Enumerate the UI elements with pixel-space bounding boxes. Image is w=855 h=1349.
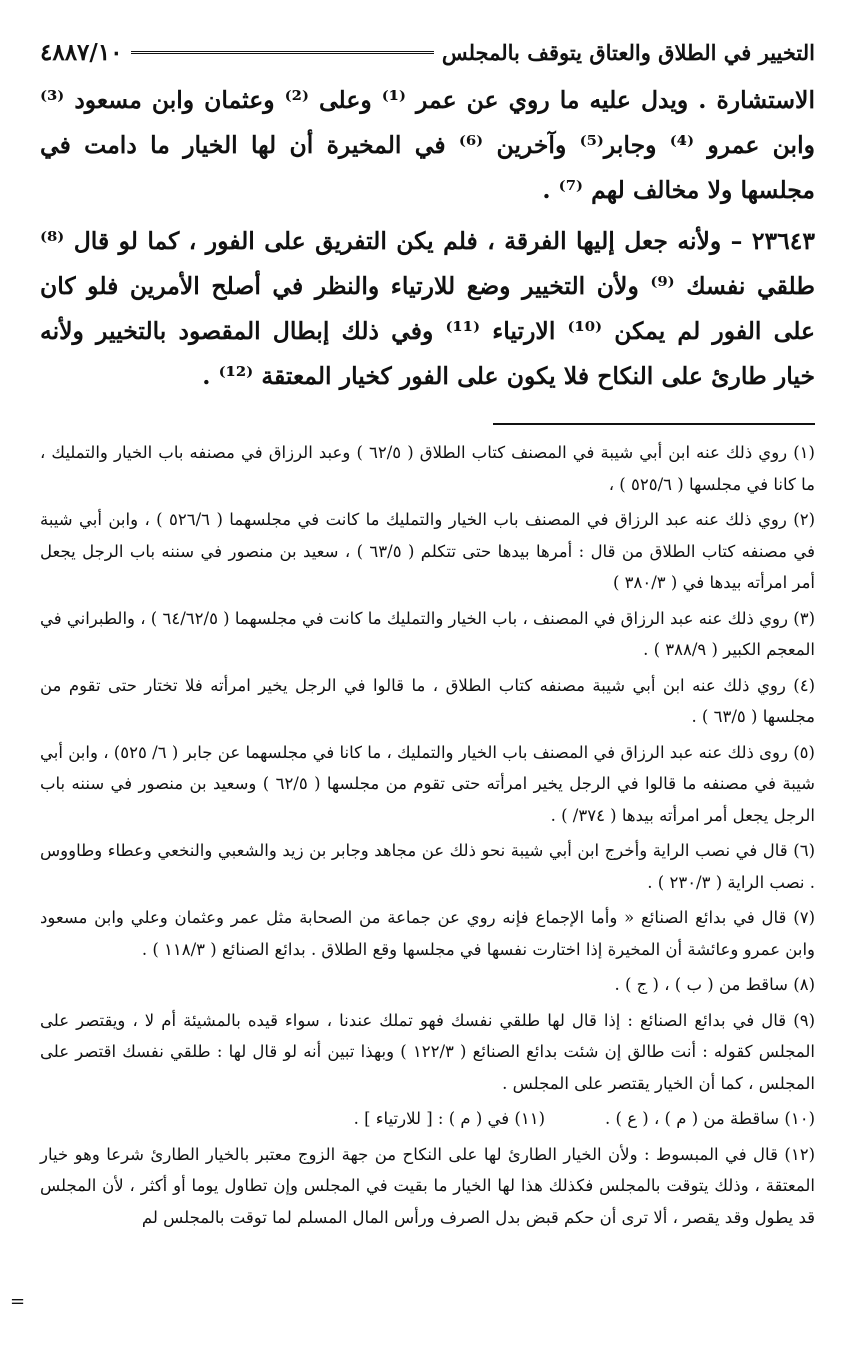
paragraph-2	[40, 219, 815, 399]
paragraph-2-text: – ولأنه جعل إليها الفرقة ، فلم يكن التفريق على الفور ، كما لو قال ⁽⁸⁾ طلقي نفسك ⁽⁹⁾ ولأن التخيير وضع للارتياء والنظر في أصلح الأمرين فلو كان على الفور لم يمكن ⁽¹⁰⁾ الارتياء ⁽¹¹⁾ وفي ذلك إبطال المقصود بالتخيير ولأنه خيار طارئ على النكاح فلا يكون على الفور كخيار المعتقة ⁽¹²⁾ .	[40, 227, 816, 390]
footnote-3: (٣) روي ذلك عنه عبد الرزاق في المصنف ، باب الخيار والتمليك ما كانت في مجلسهما ( ٦٤/٦٢/٥ ) ، والطبراني في المعجم الكبير ( ٣٨٨/٩ ) .	[39, 608, 815, 659]
running-title: التخيير في الطلاق والعتاق يتوقف بالمجلس	[441, 39, 815, 65]
footnote-12: (١٢) قال في المبسوط : ولأن الخيار الطارئ لها على النكاح من جهة الزوج معتبر بالخيار الطارئ شرعا وهو خيار المعتقة ، وذلك يتوقت بالمجلس فكذلك هذا لها الخيار ما بقيت في المجلس وإن تطاول يوما أو أكثر ، لأن المجلس قد يطول وقد يقصر ، ألا ترى أن حكم قبض بدل الصرف ورأس المال المسلم لما توقت بالمجلس لم	[40, 1144, 815, 1227]
footnote-5: (٥) روى ذلك عنه عبد الرزاق في المصنف باب الخيار والتمليك ، ما كانا في مجلسهما عن جابر ( ٦/ ٥٢٥) ، وابن أبي شيبة في مصنفه ما قالوا في الرجل يخير امرأته حتى تقوم من مجلسها ( ٦٢/٥ ) وسعيد بن منصور في سننه باب الرجل يجعل أمر امرأته بيدها ( ٣٧٤/ ) .	[40, 742, 815, 825]
book-page	[10, 34, 816, 1324]
footnote-10: (١٠) ساقطة من ( م ) ، ( ع ) .	[605, 1109, 815, 1128]
footnote-11: (١١) في ( م ) : [ للارتياء ] .	[353, 1109, 546, 1128]
footnote-9: (٩) قال في بدائع الصنائع : إذا قال لها طلقي نفسك فهو تملك عندنا ، سواء قيده بالمشيئة أم لا ، ويقتصر على المجلس كقوله : أنت طالق إن شئت بدائع الصنائع ( ١٢٢/٣ ) وبهذا تبين أنه لو قال لها : طلقي نفسك اقتصر على المجلس ، كما أن الخيار يقتصر على المجلس .	[40, 1010, 815, 1093]
continuation-mark: =	[10, 1291, 26, 1312]
paragraph-1: الاستشارة . ويدل عليه ما روي عن عمر ⁽¹⁾ وعلى ⁽²⁾ وعثمان وابن مسعود ⁽³⁾ وابن عمرو ⁽⁴⁾ وجابر⁽⁵⁾ وآخرين ⁽⁶⁾ في المخيرة أن لها الخيار ما دامت في مجلسها ولا مخالف لهم ⁽⁷⁾ .	[40, 86, 815, 204]
footnote-8: (٨) ساقط من ( ب ) ، ( ج ) .	[614, 975, 815, 994]
footnote-separator	[493, 423, 815, 425]
footnotes	[40, 437, 815, 1233]
page-number: ٤٨٨٧/١٠	[40, 38, 123, 66]
footnote-2: (٢) روي ذلك عنه عبد الرزاق في المصنف باب الخيار والتمليك ما كانت في مجلسهما ( ٥٢٦/٦ ) ، وابن أبي شيبة في مصنفه كتاب الطلاق من قال : أمرها بيدها حتى تتكلم ( ٦٣/٥ ) ، سعيد بن منصور في سننه باب الرجل يجعل أمر امرأته بيدها في ( ٣٨٠/٣ )	[40, 510, 815, 592]
footnote-6: (٦) قال في نصب الراية وأخرج ابن أبي شيبة نحو ذلك عن مجاهد وجابر بن زيد والشعبي والنخعي وعطاء وطاووس . نصب الراية ( ٢٣٠/٣ ) .	[40, 841, 815, 892]
footnote-4: (٤) روي ذلك عنه ابن أبي شيبة مصنفه كتاب الطلاق ، ما قالوا في الرجل يخير امرأته فلا تختار حتى تقوم من مجلسها ( ٦٣/٥ ) .	[40, 675, 815, 726]
header-rule	[131, 51, 434, 54]
footnote-1: (١) روي ذلك عنه ابن أبي شيبة في المصنف كتاب الطلاق ( ٦٢/٥ ) وعبد الرزاق في مصنفه باب الخيار والتمليك ، ما كانا في مجلسها ( ٥٢٥/٦ ) ،	[40, 443, 815, 494]
footnote-7: (٧) قال في بدائع الصنائع « وأما الإجماع فإنه روي عن جماعة من الصحابة مثل عمر وعثمان وعلي وابن مسعود وابن عمرو وعائشة أن المخيرة إذا اختارت نفسها في مجلسها وقع الطلاق . بدائع الصنائع ( ١١٨/٣ ) .	[40, 908, 815, 959]
page-header	[40, 34, 815, 70]
footnotes-10-11	[40, 1103, 815, 1135]
main-text	[40, 78, 815, 399]
paragraph-2-number: ٢٣٦٤٣	[751, 227, 815, 255]
